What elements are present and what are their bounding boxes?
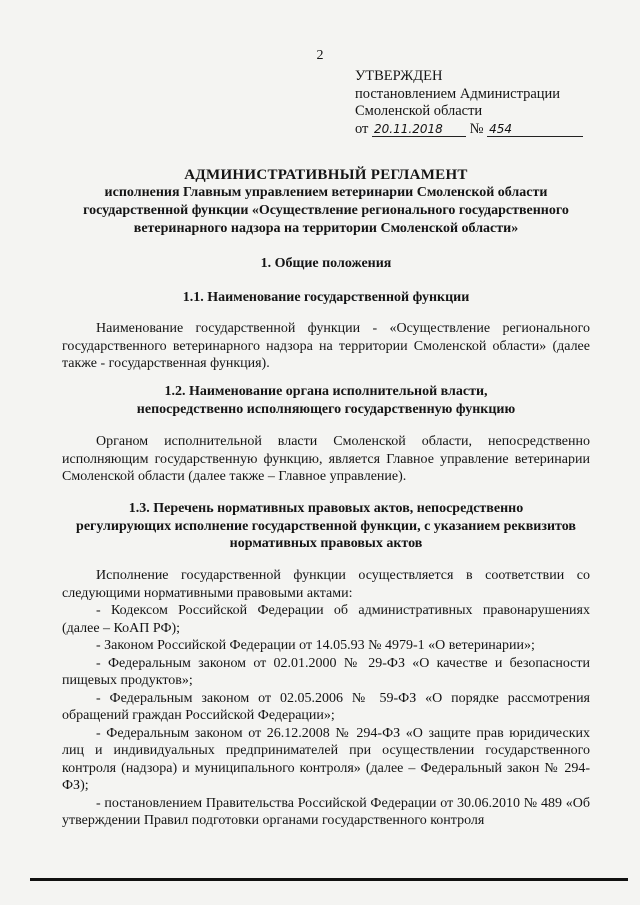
- list-item: - Федеральным законом от 02.01.2000 № 29-ФЗ «О качестве и безопасности пищевых продуктов»;: [62, 655, 590, 688]
- list-item: - Кодексом Российской Федерации об административных правонарушениях (далее – КоАП РФ);: [62, 603, 590, 636]
- heading-line: непосредственно исполняющего государственную функцию: [136, 401, 516, 417]
- approval-status: УТВЕРЖДЕН: [355, 68, 443, 84]
- section-heading-1: 1. Общие положения: [260, 256, 392, 271]
- date-prefix: от: [355, 120, 369, 137]
- subtitle-line: ветеринарного надзора на территории Смоленской области»: [133, 221, 519, 236]
- subtitle-line: исполнения Главным управлением ветеринарии Смоленской области: [104, 185, 548, 200]
- heading-line: 1.2. Наименование органа исполнительной власти,: [164, 384, 488, 399]
- approval-region: Смоленской области: [355, 103, 483, 119]
- list-item: - Федеральным законом от 02.05.2006 № 59-ФЗ «О порядке рассмотрения обращений граждан Российской Федерации»;: [62, 690, 590, 723]
- approval-by: постановлением Администрации: [355, 85, 561, 102]
- document-title: АДМИНИСТРАТИВНЫЙ РЕГЛАМЕНТ: [184, 167, 468, 183]
- heading-line: нормативных правовых актов: [229, 536, 423, 551]
- heading-line: 1.3. Перечень нормативных правовых актов, непосредственно: [128, 501, 524, 516]
- paragraph-1-2: Органом исполнительной власти Смоленской области, непосредственно исполняющим государственную функцию, является Главное управление ветеринарии Смоленской области (далее также – Главное управление).: [62, 434, 590, 484]
- paragraph-1-1: Наименование государственной функции - «Осуществление регионального государственного ветеринарного надзора на территории Смоленской области» (далее также - государственная функция).: [62, 321, 590, 371]
- scan-edge-line: [30, 878, 628, 881]
- page-number: 2: [316, 48, 324, 63]
- handwritten-number: 454: [487, 122, 583, 137]
- subtitle-line: государственной функции «Осуществление регионального государственного: [83, 203, 569, 218]
- number-prefix: №: [469, 120, 484, 137]
- section-heading-1-3: [62, 500, 590, 553]
- heading-line: регулирующих исполнение государственной функции, с указанием реквизитов: [76, 518, 576, 534]
- legal-acts-list: [62, 567, 590, 830]
- list-item: - Законом Российской Федерации от 14.05.93 № 4979-1 «О ветеринарии»;: [96, 638, 535, 653]
- approval-block: [355, 68, 583, 138]
- approval-date-line: [355, 121, 583, 139]
- list-intro: Исполнение государственной функции осуществляется в соответствии со следующими нормативными правовыми актами:: [62, 568, 590, 601]
- handwritten-date: 20.11.2018: [372, 122, 466, 137]
- section-heading-1-1: 1.1. Наименование государственной функции: [182, 290, 470, 305]
- section-heading-1-2: [62, 383, 590, 418]
- list-item: - Федеральным законом от 26.12.2008 № 294-ФЗ «О защите прав юридических лиц и индивидуальных предпринимателей при осуществлении государственного контроля (надзора) и муниципального контроля» (далее – Федеральный закон № 294-ФЗ);: [62, 725, 590, 793]
- document-subtitle: [62, 184, 590, 238]
- list-item: - постановлением Правительства Российской Федерации от 30.06.2010 № 489 «Об утверждении Правил подготовки органами государственного контроля: [62, 795, 590, 828]
